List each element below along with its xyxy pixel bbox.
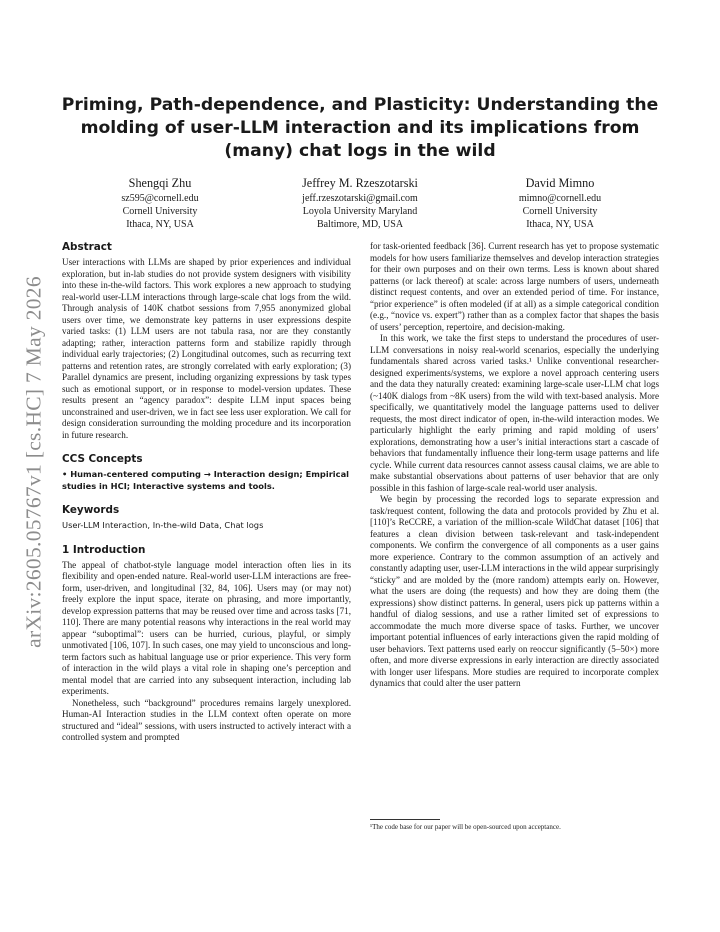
body-paragraph-3: We begin by processing the recorded logs to separate expression and task/request content, following the data and protocols provided by Zhu et al. [110]’s ReCCRE, a variation of the million-scale WildChat dataset [106] that features a clean division between task-relevant and task-independent components. We confirm the convergence of all components as a user gains more experience. Contrary to the common assumption of an actively and constantly adapting user, user-LLM interactions in the wild appear surprisingly “sticky” and are molded by the (more random) attempts early on. However, what the users are doing (the requests) and how they are doing them (the expressions) show distinct patterns. In general, users pick up patterns within a handful of dialog sessions, and use a rather limited set of expressions to accommodate the much more diverse space of tasks. Further, we uncover important potential influences of early interactions given the rapid molding of user behaviors. Text patterns used early on reoccur significantly (5–50×) more often, and more diverse expressions in early interaction are directly associated with longer user lifespans. More studies are required to incorporate complex dynamics that could alter the user pattern — [370, 494, 659, 688]
intro-paragraph-2: Nonetheless, such “background” procedures remains largely unexplored. Human-AI Interaction studies in the LLM context often operate on more structured and “ideal” sessions, with users instructed to actively interact with a controlled system and prompted — [62, 697, 351, 742]
author-affiliation: Cornell University — [122, 206, 198, 217]
intro-heading: 1 Introduction — [62, 543, 146, 556]
keywords-heading: Keywords — [62, 504, 120, 516]
author-affiliation: Cornell University — [522, 206, 598, 217]
arxiv-watermark — [14, 252, 54, 672]
author-email: jeff.rzeszotarski@gmail.com — [302, 193, 418, 204]
author-location: Baltimore, MD, USA — [316, 219, 404, 230]
author-2 — [260, 175, 460, 231]
author-name: David Mimno — [525, 176, 595, 190]
footnote — [370, 819, 659, 832]
body-paragraph-1: for task-oriented feedback [36]. Current research has yet to propose systematic models for how users familiarize themselves and develop interaction strategies for their own purposes and on their own terms. Less is known about shared patterns (or lack thereof) at scale: across large numbers of users, underneath distinct request contents, and over an extended period of time. For instance, “prior experience” is often modeled (if at all) as a simple categorical condition (e.g., “novice vs. expert”) rather than as a complex factor that shapes the basis of users’ perception, repertoire, and decision-making. — [370, 241, 659, 332]
footnote-rule — [370, 819, 440, 820]
author-email: sz595@cornell.edu — [121, 193, 199, 204]
author-location: Ithaca, NY, USA — [126, 219, 194, 230]
ccs-text: • Human-centered computing → Interaction design; Empirical studies in HCI; Interactive systems and tools. — [62, 469, 350, 491]
author-affiliation: Loyola University Maryland — [302, 206, 418, 217]
ccs-heading: CCS Concepts — [62, 453, 143, 465]
author-name: Shengqi Zhu — [128, 176, 192, 190]
footnote-text: ¹The code base for our paper will be open-sourced upon acceptance. — [370, 823, 561, 831]
body-paragraph-2: In this work, we take the first steps to understand the procedures of user-LLM conversations in noisy real-world scenarios, especially the underlying fundamentals shared across varied tasks.¹ Unlike conventional researcher-designed experiments/systems, we explore a novel approach centering users and the data they naturally created: examining large-scale user-LLM chat logs (~140K dialogs from ~8K users) from the wild with text-based analysis. More specifically, we quantitatively model the language patterns used to deliver requests, the most direct indicator of open, in-the-wild interaction modes. We particularly highlight the early priming and rapid molding of users’ explorations, demonstrating how a user’s initial interactions start a cascade of behaviors that fundamentally influence their long-term usage patterns and life cycle. While current data resources cannot assess causal claims, we are able to make substantial observations about patterns of user behavior that are only possible in this fashion of large-scale real-world user analysis. — [370, 333, 659, 493]
keywords-text: User-LLM Interaction, In-the-wild Data, Chat logs — [62, 520, 264, 530]
right-column — [370, 241, 659, 690]
left-column — [62, 241, 351, 744]
author-1 — [60, 175, 260, 231]
paper-title: Priming, Path-dependence, and Plasticity: Understanding the molding of user-LLM interaction and its implications from (many) chat logs in the wild — [61, 95, 659, 161]
author-3 — [460, 175, 660, 231]
intro-paragraph-1: The appeal of chatbot-style language model interaction often lies in its flexibility and open-ended nature. Real-world user-LLM interactions are free-form, user-driven, and longitudinal [32, 84, 106]. Users may (or may not) freely explore the input space, iterate on phrasing, and more importantly, develop expression patterns that may be reused over time and across tasks [71, 110]. There are many potential reasons why interactions in the real world may appear “suboptimal”: users can be hurried, curious, playful, or simply unmotivated [106, 107]. In such cases, one may yield to unconscious and long-term factors such as habitual language use or prior experience. This very form of interaction in the wild plays a vital role in shaping one’s perception and mental model that are carried into any subsequent interaction, including lab experiments. — [62, 559, 351, 696]
author-location: Ithaca, NY, USA — [526, 219, 594, 230]
author-name: Jeffrey M. Rzeszotarski — [302, 176, 418, 190]
abstract-text: User interactions with LLMs are shaped by prior experiences and individual exploration, but in-lab studies do not provide system designers with visibility into these in-the-wild factors. This work explores a new approach to studying real-world user-LLM interactions through large-scale chat logs from the wild. Through analysis of 140K chatbot sessions from 7,955 anonymized global users over time, we demonstrate key patterns in user expressions despite varied tasks: (1) LLM users are not tabula rasa, nor are they constantly adapting; rather, interaction patterns form and stabilize rapidly through individual early trajectories; (2) Longitudinal outcomes, such as recurring text patterns and retention rates, are strongly correlated with early exploration; (3) Parallel dynamics are present, including organizing expressions by task types such as emotional support, or in response to model-version updates. These results present an “agency paradox”: despite LLM input spaces being unconstrained and user-driven, we in fact see less user exploration. We call for design consideration surrounding the molding procedure and its incorporation in future research. — [62, 257, 351, 440]
author-email: mimno@cornell.edu — [518, 193, 602, 204]
arxiv-id: arXiv:2605.05767v1 [cs.HC] 7 May 2026 — [21, 276, 46, 648]
abstract-heading: Abstract — [62, 241, 112, 253]
